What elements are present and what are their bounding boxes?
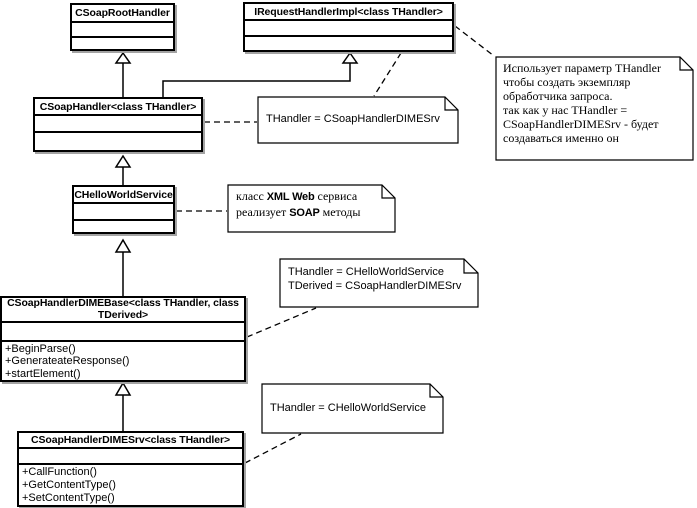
- class-title-line: TDerived>: [97, 308, 149, 321]
- note-line-part: SOAP: [289, 207, 320, 219]
- class-title: CSoapHandlerDIMESrv<class THandler>: [31, 434, 230, 447]
- note-line: Использует параметр THandler: [503, 61, 661, 75]
- inheritance-arrow-icon: [116, 383, 130, 395]
- class-methods-compartment: [19, 463, 242, 505]
- class-methods-compartment: [245, 35, 452, 50]
- gen-line-soaphandler-to-irequest: [163, 63, 350, 97]
- note-line: CSoapHandlerDIMESrv - будет: [503, 117, 659, 131]
- class-methods-compartment: [35, 131, 201, 150]
- note-line: обработчика запроса.: [503, 89, 613, 103]
- class-box-irequesthandlerimpl: [243, 2, 454, 52]
- note-binding-soaphandler-text: [266, 97, 452, 143]
- class-methods-compartment: [2, 340, 244, 381]
- note-line: THandler = CHelloWorldService: [288, 266, 444, 278]
- inheritance-arrow-icon: [343, 53, 357, 63]
- class-title: IRequestHandlerImpl<class THandler>: [254, 5, 443, 18]
- class-method: +GenerateateResponse(): [5, 355, 130, 367]
- note-line: так как у нас THandler =: [503, 103, 628, 117]
- class-box-csoaphandlerdimesrv: [17, 431, 244, 507]
- note-line: чтобы создать экземпляр: [503, 75, 631, 89]
- inheritance-arrow-icon: [116, 240, 130, 252]
- class-method: +startElement(): [5, 367, 81, 380]
- class-attributes-compartment: [19, 447, 242, 463]
- inheritance-arrow-icon: [116, 156, 130, 167]
- note-binding-dimesrv-text: [270, 384, 438, 433]
- class-box-csoaphandler: [33, 97, 203, 152]
- class-method: +BeginParse(): [5, 342, 76, 355]
- note-line: THandler = CSoapHandlerDIMESrv: [266, 113, 440, 126]
- class-attributes-compartment: [245, 19, 452, 35]
- dashed-link-dimebase-binding-note: [247, 308, 316, 337]
- dashed-link-irequest-binding-note: [374, 53, 401, 96]
- note-line-part: сервиса: [314, 189, 358, 203]
- class-title: CHelloWorldService: [74, 188, 173, 201]
- class-attributes-compartment: [72, 21, 173, 36]
- note-line-part: методы: [319, 205, 361, 219]
- note-line: создаваться именно он: [503, 131, 619, 145]
- note-line: TDerived = CSoapHandlerDIMESrv: [288, 279, 462, 292]
- class-box-csoaphandlerdimebase: [0, 296, 246, 382]
- dashed-link-irequest-usage-note: [455, 26, 494, 56]
- note-usage-text: [503, 61, 691, 145]
- class-attributes-compartment: [2, 321, 244, 339]
- note-xml-service-text: [236, 189, 391, 221]
- note-line-part: XML Web: [266, 191, 315, 203]
- class-methods-compartment: [72, 36, 173, 49]
- inheritance-arrow-icon: [116, 53, 130, 63]
- class-method: +GetContentType(): [22, 479, 116, 491]
- class-method: +CallFunction(): [22, 466, 97, 478]
- class-attributes-compartment: [74, 202, 173, 219]
- note-line: THandler = CHelloWorldService: [270, 401, 426, 414]
- class-method: +SetContentType(): [22, 492, 115, 504]
- class-box-chelloworldservice: [72, 185, 175, 234]
- note-line-part: реализует: [236, 205, 290, 219]
- note-line-part: класс: [236, 189, 267, 203]
- class-title: CSoapRootHandler: [75, 7, 170, 19]
- note-line: [236, 189, 391, 205]
- class-attributes-compartment: [35, 114, 201, 131]
- class-title: CSoapHandler<class THandler>: [39, 100, 197, 113]
- class-box-csoaproothandler: [70, 3, 175, 51]
- class-title: [2, 298, 244, 321]
- note-line: [236, 205, 391, 221]
- class-methods-compartment: [74, 219, 173, 232]
- note-binding-dimebase-text: [288, 266, 474, 293]
- class-title-line: CSoapHandlerDIMEBase<class THandler, class: [7, 297, 239, 310]
- dashed-link-dimesrv-binding-note: [245, 434, 301, 463]
